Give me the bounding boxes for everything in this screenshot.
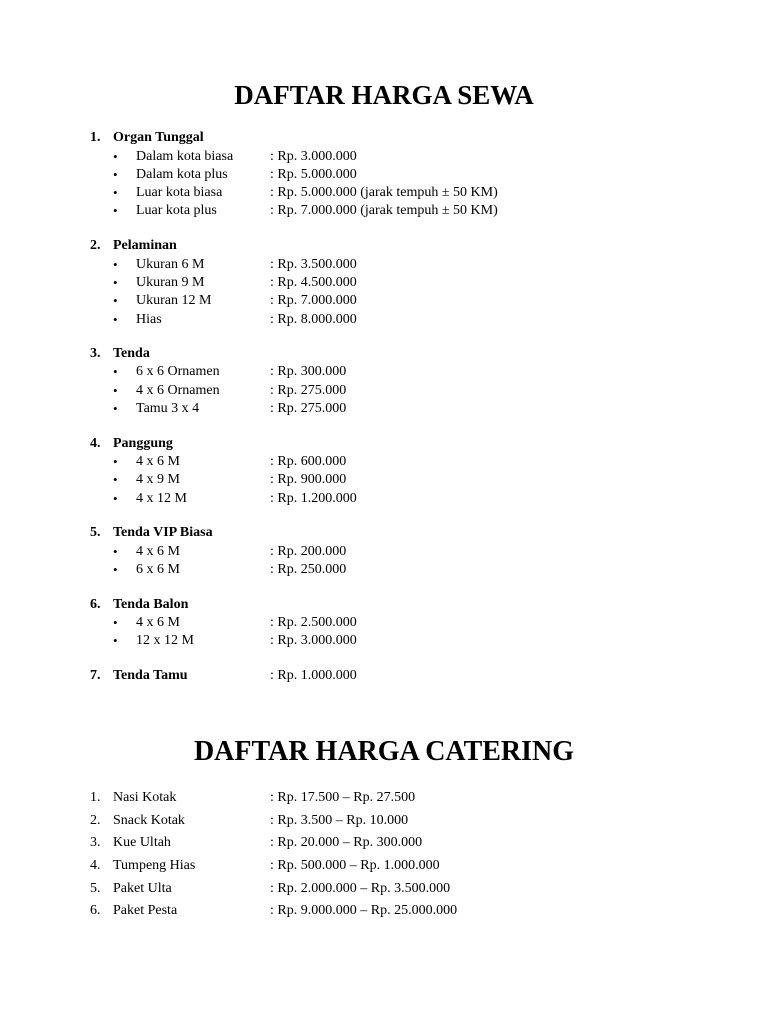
item-price: : Rp. 4.500.000 bbox=[270, 275, 357, 290]
section-title: Pelaminan bbox=[113, 238, 177, 253]
item-label: Ukuran 6 M bbox=[136, 257, 205, 272]
item-label: 4 x 6 M bbox=[136, 544, 180, 559]
item-price: : Rp. 275.000 bbox=[270, 401, 347, 416]
item-label: Luar kota plus bbox=[136, 203, 217, 218]
item-label: Paket Ulta bbox=[113, 881, 172, 896]
section-title: Tenda bbox=[113, 346, 150, 361]
item-price: : Rp. 3.000.000 bbox=[270, 149, 357, 164]
item-label: 4 x 12 M bbox=[136, 491, 187, 506]
item-price: : Rp. 275.000 bbox=[270, 383, 347, 398]
item-label: Tamu 3 x 4 bbox=[136, 401, 200, 416]
item-label: 6 x 6 Ornamen bbox=[136, 364, 220, 379]
item-label: Dalam kota biasa bbox=[136, 149, 234, 164]
section-title: Tenda VIP Biasa bbox=[113, 525, 213, 540]
bullet-icon: • bbox=[113, 454, 118, 469]
section-title: Tenda Balon bbox=[113, 597, 189, 612]
section-number: 6. bbox=[90, 597, 101, 612]
section-title: Panggung bbox=[113, 436, 173, 451]
bullet-icon: • bbox=[113, 257, 118, 272]
item-price: : Rp. 3.500 – Rp. 10.000 bbox=[270, 813, 409, 828]
item-price: : Rp. 3.500.000 bbox=[270, 257, 357, 272]
page-title-sewa: DAFTAR HARGA SEWA bbox=[234, 80, 534, 110]
section-title: Organ Tunggal bbox=[113, 130, 204, 145]
item-price: : Rp. 17.500 – Rp. 27.500 bbox=[270, 790, 416, 805]
section-number: 7. bbox=[90, 668, 101, 683]
bullet-icon: • bbox=[113, 544, 118, 559]
item-label: 4 x 6 Ornamen bbox=[136, 383, 220, 398]
bullet-icon: • bbox=[113, 383, 118, 398]
bullet-icon: • bbox=[113, 167, 118, 182]
bullet-icon: • bbox=[113, 185, 118, 200]
item-price: : Rp. 5.000.000 bbox=[270, 167, 357, 182]
item-label: Nasi Kotak bbox=[113, 790, 177, 805]
section-number: 5. bbox=[90, 525, 101, 540]
item-label: 12 x 12 M bbox=[136, 633, 194, 648]
item-label: 4 x 9 M bbox=[136, 472, 180, 487]
bullet-icon: • bbox=[113, 203, 118, 218]
item-price: : Rp. 500.000 – Rp. 1.000.000 bbox=[270, 858, 440, 873]
item-label: 6 x 6 M bbox=[136, 562, 180, 577]
item-price: : Rp. 1.200.000 bbox=[270, 491, 357, 506]
item-price: : Rp. 900.000 bbox=[270, 472, 347, 487]
item-price: : Rp. 300.000 bbox=[270, 364, 347, 379]
page-title-catering: DAFTAR HARGA CATERING bbox=[193, 736, 575, 767]
bullet-icon: • bbox=[113, 364, 118, 379]
bullet-icon: • bbox=[113, 491, 118, 506]
item-label: Luar kota biasa bbox=[136, 185, 223, 200]
item-number: 3. bbox=[90, 835, 101, 850]
bullet-icon: • bbox=[113, 293, 118, 308]
item-number: 4. bbox=[90, 858, 101, 873]
item-price: : Rp. 200.000 bbox=[270, 544, 347, 559]
bullet-icon: • bbox=[113, 633, 118, 648]
bullet-icon: • bbox=[113, 401, 118, 416]
bullet-icon: • bbox=[113, 615, 118, 630]
section-number: 4. bbox=[90, 436, 101, 451]
section-title: Tenda Tamu bbox=[113, 668, 188, 683]
item-label: Hias bbox=[136, 312, 162, 327]
item-price: : Rp. 2.000.000 – Rp. 3.500.000 bbox=[270, 881, 451, 896]
item-label: Ukuran 12 M bbox=[136, 293, 212, 308]
section-number: 3. bbox=[90, 346, 101, 361]
item-label: 4 x 6 M bbox=[136, 615, 180, 630]
item-label: Ukuran 9 M bbox=[136, 275, 205, 290]
item-price: : Rp. 2.500.000 bbox=[270, 615, 357, 630]
item-number: 5. bbox=[90, 881, 101, 896]
bullet-icon: • bbox=[113, 472, 118, 487]
item-price: : Rp. 250.000 bbox=[270, 562, 347, 577]
item-price: : Rp. 20.000 – Rp. 300.000 bbox=[270, 835, 423, 850]
section-number: 1. bbox=[90, 130, 101, 145]
bullet-icon: • bbox=[113, 562, 118, 577]
bullet-icon: • bbox=[113, 312, 118, 327]
item-number: 2. bbox=[90, 813, 101, 828]
item-price: : Rp. 3.000.000 bbox=[270, 633, 357, 648]
item-price: : Rp. 5.000.000 (jarak tempuh ± 50 KM) bbox=[270, 185, 498, 200]
item-price: : Rp. 1.000.000 bbox=[270, 668, 357, 683]
item-label: Paket Pesta bbox=[113, 903, 178, 918]
item-label: 4 x 6 M bbox=[136, 454, 180, 469]
item-price: : Rp. 600.000 bbox=[270, 454, 347, 469]
item-label: Dalam kota plus bbox=[136, 167, 228, 182]
item-label: Tumpeng Hias bbox=[113, 858, 196, 873]
item-label: Snack Kotak bbox=[113, 813, 185, 828]
item-number: 6. bbox=[90, 903, 101, 918]
item-price: : Rp. 9.000.000 – Rp. 25.000.000 bbox=[270, 903, 458, 918]
item-price: : Rp. 8.000.000 bbox=[270, 312, 357, 327]
item-number: 1. bbox=[90, 790, 101, 805]
section-number: 2. bbox=[90, 238, 101, 253]
item-price: : Rp. 7.000.000 (jarak tempuh ± 50 KM) bbox=[270, 203, 498, 218]
item-price: : Rp. 7.000.000 bbox=[270, 293, 357, 308]
item-label: Kue Ultah bbox=[113, 835, 171, 850]
bullet-icon: • bbox=[113, 149, 118, 164]
bullet-icon: • bbox=[113, 275, 118, 290]
